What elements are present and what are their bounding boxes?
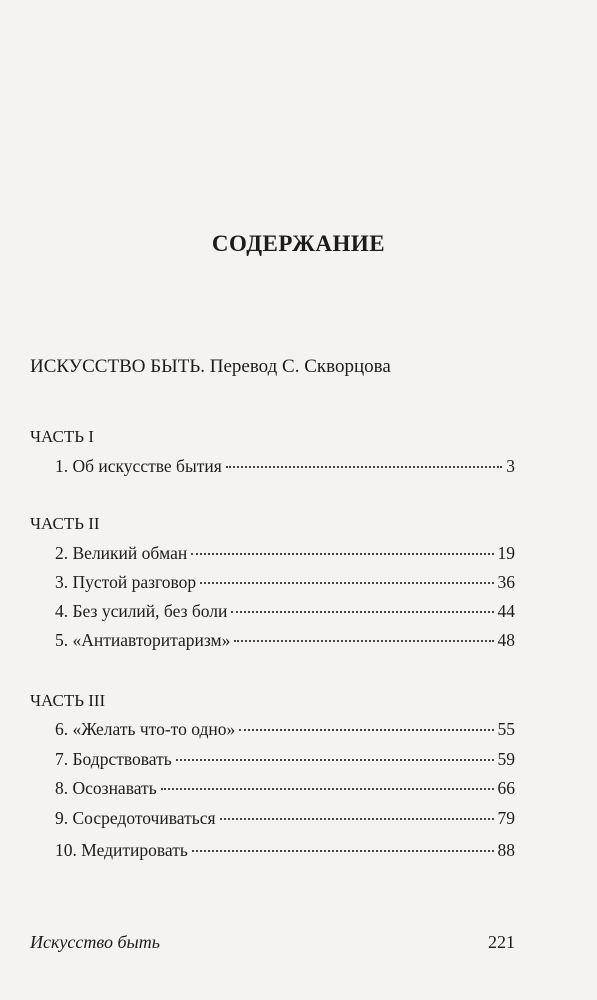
dot-leader	[226, 466, 502, 468]
toc-entry-page: 66	[497, 778, 515, 798]
toc-entry	[55, 456, 515, 480]
page-number: 221	[488, 932, 515, 952]
toc-entry-page: 88	[497, 840, 515, 860]
toc-entry-label: 8. Осознавать	[55, 778, 157, 798]
page-title: СОДЕРЖАНИЕ	[211, 231, 386, 256]
toc-entry-page: 48	[497, 630, 515, 650]
toc-entry-label: 5. «Антиавторитаризм»	[55, 630, 231, 650]
toc-entry-label: 3. Пустой разговор	[55, 572, 197, 592]
dot-leader	[239, 729, 493, 731]
toc-entry-page: 55	[497, 719, 515, 739]
dot-leader	[161, 788, 494, 790]
part-heading: ЧАСТЬ I	[30, 427, 94, 446]
toc-entry-page: 79	[497, 808, 515, 828]
toc-entry	[55, 601, 515, 625]
toc-entry	[55, 840, 515, 864]
dot-leader	[234, 640, 493, 642]
part-heading: ЧАСТЬ II	[30, 514, 100, 533]
dot-leader	[220, 818, 494, 820]
part-heading: ЧАСТЬ III	[30, 691, 106, 710]
toc-entry-label: 1. Об искусстве бытия	[55, 456, 222, 476]
dot-leader	[200, 582, 493, 584]
toc-entry-label: 2. Великий обман	[55, 543, 188, 563]
work-title: ИСКУССТВО БЫТЬ. Перевод С. Скворцова	[30, 356, 391, 377]
toc-entry-label: 10. Медитировать	[55, 840, 188, 860]
toc-entry-label: 4. Без усилий, без боли	[55, 601, 228, 621]
toc-entry	[55, 572, 515, 596]
toc-entry-label: 6. «Желать что-то одно»	[55, 719, 236, 739]
toc-entry	[55, 808, 515, 832]
toc-entry-page: 3	[506, 456, 515, 476]
toc-entry-page: 59	[497, 749, 515, 769]
toc-entry	[55, 719, 515, 743]
toc-entry-label: 7. Бодрствовать	[55, 749, 172, 769]
toc-entry	[55, 543, 515, 567]
dot-leader	[192, 850, 494, 852]
toc-entry	[55, 749, 515, 773]
toc-entry-page: 36	[497, 572, 515, 592]
dot-leader	[231, 611, 493, 613]
dot-leader	[191, 553, 493, 555]
toc-entry-page: 44	[497, 601, 515, 621]
toc-entry	[55, 630, 515, 654]
dot-leader	[176, 759, 494, 761]
toc-entry-page: 19	[497, 543, 515, 563]
toc-entry	[55, 778, 515, 802]
running-title: Искусство быть	[30, 932, 160, 952]
toc-entry-label: 9. Сосредоточиваться	[55, 808, 216, 828]
